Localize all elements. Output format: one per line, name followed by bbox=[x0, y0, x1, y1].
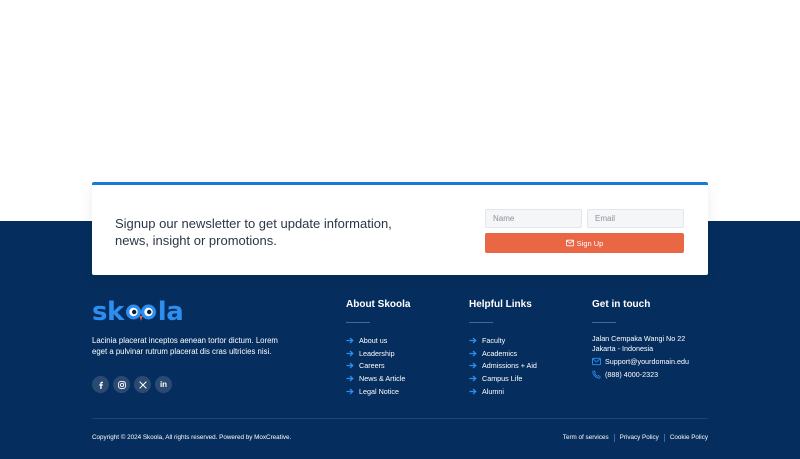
address-line-1: Jalan Cempaka Wangi No 22 bbox=[592, 334, 686, 343]
cookie-policy-link[interactable]: Cookie Policy bbox=[669, 434, 708, 441]
link-label: About us bbox=[359, 335, 388, 345]
signup-button[interactable] bbox=[485, 233, 684, 253]
about-column bbox=[346, 298, 410, 397]
link-label: Admissions + Aid bbox=[482, 361, 537, 371]
link-label: Alumni bbox=[482, 386, 504, 396]
contact-column bbox=[592, 298, 689, 379]
link-label: Leadership bbox=[359, 348, 395, 358]
about-links bbox=[346, 334, 410, 397]
footer-divider bbox=[92, 418, 708, 419]
helpful-link-academics[interactable] bbox=[469, 347, 537, 360]
about-link-legal-notice[interactable] bbox=[346, 385, 410, 398]
link-label: Legal Notice bbox=[359, 386, 399, 396]
about-link-careers[interactable] bbox=[346, 359, 410, 372]
logo-text-suffix: la bbox=[157, 297, 184, 327]
helpful-links bbox=[469, 334, 537, 397]
link-label: Campus Life bbox=[482, 373, 523, 383]
name-placeholder: Name bbox=[493, 214, 515, 223]
helpful-links-divider bbox=[469, 322, 493, 323]
link-label: Careers bbox=[359, 361, 385, 371]
arrow-right-icon bbox=[346, 362, 354, 369]
x-twitter-link[interactable] bbox=[134, 376, 151, 393]
helpful-link-admissions[interactable] bbox=[469, 359, 537, 372]
skoola-logo[interactable] bbox=[92, 297, 183, 327]
owl-eyes-icon bbox=[125, 301, 157, 323]
contact-email-text: Support@yourdomain.edu bbox=[605, 357, 690, 366]
name-input[interactable] bbox=[485, 209, 582, 228]
helpful-link-alumni[interactable] bbox=[469, 385, 537, 398]
arrow-right-icon bbox=[469, 350, 477, 357]
facebook-icon bbox=[97, 381, 105, 389]
contact-title: Get in touch bbox=[592, 299, 651, 310]
contact-phone[interactable] bbox=[592, 370, 689, 379]
newsletter-text: Signup our newsletter to get update information, news, insight or promotions. bbox=[115, 216, 392, 248]
link-label: Academics bbox=[482, 348, 518, 358]
arrow-right-icon bbox=[346, 388, 354, 395]
terms-link[interactable]: Term of services bbox=[562, 434, 609, 441]
address-line-2: Jakarta - Indonesia bbox=[592, 343, 654, 353]
email-placeholder: Email bbox=[595, 214, 616, 223]
instagram-link[interactable] bbox=[113, 376, 130, 393]
helpful-links-column bbox=[469, 298, 537, 397]
newsletter-card bbox=[92, 182, 708, 275]
copyright-text: Copyright © 2024 Skoola, All rights reserved. Powered by MoxCreative. bbox=[92, 434, 292, 441]
contact-email[interactable] bbox=[592, 357, 689, 366]
email-input[interactable] bbox=[587, 209, 684, 228]
helpful-links-title: Helpful Links bbox=[469, 299, 532, 310]
facebook-link[interactable] bbox=[92, 376, 109, 393]
contact-divider bbox=[592, 322, 616, 323]
arrow-right-icon bbox=[469, 375, 477, 382]
privacy-policy-link[interactable]: Privacy Policy bbox=[619, 434, 659, 441]
arrow-right-icon bbox=[469, 337, 477, 344]
contact-phone-text: (888) 4000-2323 bbox=[605, 370, 659, 379]
arrow-right-icon bbox=[346, 337, 354, 344]
arrow-right-icon bbox=[346, 375, 354, 382]
x-twitter-icon bbox=[139, 381, 147, 389]
legal-links bbox=[563, 434, 708, 442]
linkedin-icon: in bbox=[159, 380, 168, 389]
arrow-right-icon bbox=[469, 362, 477, 369]
arrow-right-icon bbox=[346, 350, 354, 357]
helpful-link-faculty[interactable] bbox=[469, 334, 537, 347]
link-label: News & Article bbox=[359, 373, 406, 383]
logo-text-prefix: sk bbox=[92, 297, 124, 327]
brand-description: Lacinia placerat inceptos aenean tortor dictum. Lorem eget a pulvinar rutrum placerat dis cras ultricies nisi. bbox=[92, 336, 278, 356]
social-links bbox=[92, 376, 172, 393]
link-label: Faculty bbox=[482, 335, 506, 345]
signup-button-label: Sign Up bbox=[576, 238, 604, 248]
about-divider bbox=[346, 322, 370, 323]
arrow-right-icon bbox=[469, 388, 477, 395]
instagram-icon bbox=[118, 381, 126, 389]
legal-separator bbox=[664, 434, 665, 442]
about-link-about-us[interactable] bbox=[346, 334, 410, 347]
envelope-icon bbox=[566, 239, 574, 247]
linkedin-link[interactable] bbox=[155, 376, 172, 393]
about-link-leadership[interactable] bbox=[346, 347, 410, 360]
phone-icon bbox=[592, 370, 601, 379]
legal-separator bbox=[614, 434, 615, 442]
about-title: About Skoola bbox=[346, 299, 411, 310]
about-link-news[interactable] bbox=[346, 372, 410, 385]
envelope-icon bbox=[592, 357, 601, 366]
helpful-link-campus-life[interactable] bbox=[469, 372, 537, 385]
